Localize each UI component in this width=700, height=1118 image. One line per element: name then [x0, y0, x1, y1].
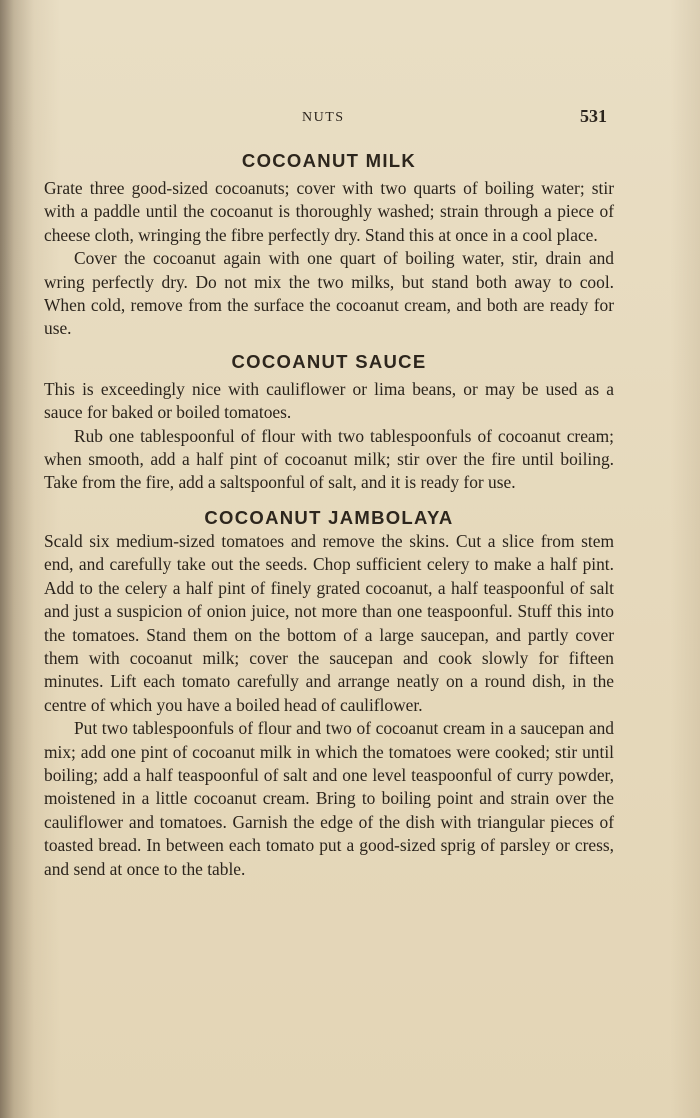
- recipe-paragraph: Grate three good-sized cocoanuts; cover with two quarts of boiling water; stir with a paddle until the cocoanut is thoroughly washed; strain through a piece of cheese cloth, wringing the fibre perfectly dry. Stand this at once in a cool place.: [44, 178, 614, 245]
- recipe-paragraph: Cover the cocoanut again with one quart of boiling water, stir, drain and wring perfectly dry. Do not mix the two milks, but stand both away to cool. When cold, remove from the surface the cocoanut cream, and both are ready for use.: [44, 248, 614, 339]
- recipe-paragraph: Rub one tablespoonful of flour with two tablespoonfuls of cocoanut cream; when smooth, add a half pint of cocoanut milk; stir over the fire until boiling. Take from the fire, add a saltspoonful of salt, and it is ready for use.: [44, 425, 614, 493]
- recipe-paragraph: Scald six medium-sized tomatoes and remove the skins. Cut a slice from stem end, and carefully take out the seeds. Chop sufficient celery to make a half pint. Add to the celery a half pint of finely grated cocoanut, a half teaspoonful of salt and just a suspicion of onion juice, not more than one teaspoonful. Stuff this into the tomatoes. Stand them on the bottom of a large saucepan, and partly cover them with cocoanut milk; cover the saucepan and cook slowly for fifteen minutes. Lift each tomato carefully and arrange neatly on a round dish, in the centre of which you have a boiled head of cauliflower.: [44, 530, 614, 715]
- recipe-title-cocoanut-jambolaya: COCOANUT JAMBOLAYA: [204, 506, 454, 528]
- recipe-title-cocoanut-milk: COCOANUT MILK: [241, 150, 417, 171]
- recipe-title-cocoanut-sauce: COCOANUT SAUCE: [231, 350, 427, 372]
- page-body: [44, 148, 614, 881]
- running-header: [0, 106, 700, 130]
- recipe-paragraph: Put two tablespoonfuls of flour and two of cocoanut cream in a saucepan and mix; add one pint of cocoanut milk in which the tomatoes were cooked; stir until boiling; add a half teaspoonful of salt and one level teaspoonful of curry powder, moistened in a little cocoanut cream. Bring to boiling point and strain over the cauliflower and tomatoes. Garnish the edge of the dish with triangular pieces of toasted bread. In between each tomato put a good-sized sprig of parsley or cress, and send at once to the table.: [44, 718, 614, 879]
- section-title: NUTS: [302, 110, 345, 125]
- recipe-paragraph: This is exceedingly nice with cauliflower or lima beans, or may be used as a sauce for baked or boiled tomatoes.: [44, 378, 614, 423]
- page-number: 531: [580, 106, 607, 126]
